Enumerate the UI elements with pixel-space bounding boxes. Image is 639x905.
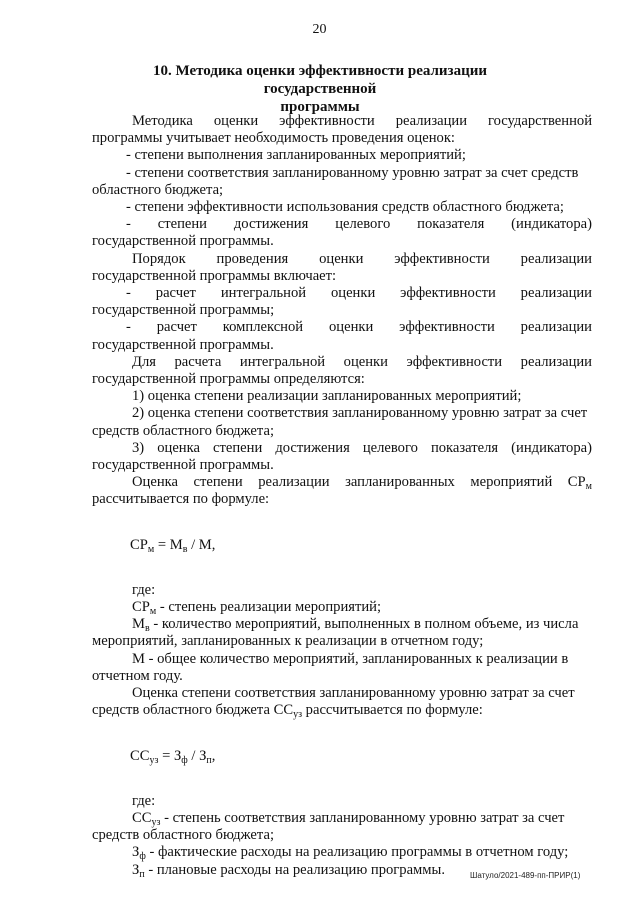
definition-line: $З_п$ - плановые расходы на реализацию программы.	[132, 861, 445, 880]
text-line: государственной программы.	[92, 457, 274, 474]
page-number: 20	[312, 22, 327, 37]
paragraph-costs-assessment	[92, 685, 592, 719]
formula-activities: $СР_м = М_в / М$,	[130, 536, 216, 555]
list-item: - расчет комплексной оценки эффективности реализации	[126, 319, 592, 336]
text-line: средств областного бюджета $СС_{уз}$ рассчитывается по формуле:	[92, 702, 483, 721]
text-line: Методика оценки эффективности реализации государственной	[132, 113, 592, 129]
text-line: Оценка степени реализации запланированных мероприятий $СР_м$	[132, 474, 592, 493]
list-item: 2) оценка степени соответствия запланированному уровню затрат за счет	[132, 405, 588, 422]
text-line: государственной программы.	[92, 336, 274, 353]
text-line: областного бюджета;	[92, 181, 224, 198]
list-item: 3) оценка степени достижения целевого показателя (индикатора)	[132, 439, 592, 456]
text-line: Порядок проведения оценки эффективности реализации	[132, 250, 592, 267]
paragraph-activities-assessment	[92, 474, 592, 508]
document-body	[92, 113, 592, 879]
list-item: - степени выполнения запланированных мероприятий;	[126, 147, 466, 164]
text-line: государственной программы включает:	[92, 267, 337, 284]
list-item: 1) оценка степени реализации запланированных мероприятий;	[132, 388, 522, 405]
text-line: государственной программы определяются:	[92, 371, 365, 388]
section-title	[100, 62, 540, 116]
text-line: программы учитывает необходимость проведения оценок:	[92, 130, 455, 147]
where-label: где:	[132, 581, 156, 598]
list-item: - степени соответствия запланированному уровню затрат за счет средств	[126, 164, 579, 181]
where-label: где:	[132, 792, 156, 809]
definition-line: средств областного бюджета;	[92, 827, 274, 844]
definition-line: $М_в$ - количество мероприятий, выполненных в полном объеме, из числа	[132, 616, 579, 635]
text-line: рассчитывается по формуле:	[92, 491, 270, 508]
paragraph-integral-assessment	[92, 354, 592, 474]
text-line: государственной программы.	[92, 233, 274, 250]
paragraph-procedure	[92, 251, 592, 354]
definition-line: мероприятий, запланированных к реализации в отчетном году;	[92, 633, 484, 650]
document-footer-code: Шатуло/2021-489-пп-ПРИР(1)	[470, 871, 581, 880]
text-line: Оценка степени соответствия запланированному уровню затрат за счет	[132, 685, 575, 702]
section-title-line-1: 10. Методика оценки эффективности реализации государственной	[153, 63, 487, 97]
definition-line: отчетном году.	[92, 667, 183, 684]
text-line: государственной программы;	[92, 302, 275, 319]
definition-line: М - общее количество мероприятий, запланированных к реализации в	[132, 650, 569, 667]
section-title-line-2: программы	[280, 99, 360, 115]
definition-line: $З_ф$ - фактические расходы на реализацию программы в отчетном году;	[132, 844, 569, 863]
definition-line: $СР_м$ - степень реализации мероприятий;	[132, 599, 382, 618]
list-item: - расчет интегральной оценки эффективности реализации	[126, 285, 592, 302]
list-item: - степени достижения целевого показателя (индикатора)	[126, 216, 592, 233]
formula-costs: $СС_{уз} = З_ф / З_п$,	[130, 747, 216, 766]
definition-line: $СС_{уз}$ - степень соответствия запланированному уровню затрат за счет	[132, 809, 565, 828]
list-item: - степени эффективности использования средств областного бюджета;	[126, 199, 564, 216]
text-line: средств областного бюджета;	[92, 422, 274, 439]
text-line: Для расчета интегральной оценки эффективности реализации	[132, 353, 592, 370]
paragraph-methodology	[92, 113, 592, 251]
